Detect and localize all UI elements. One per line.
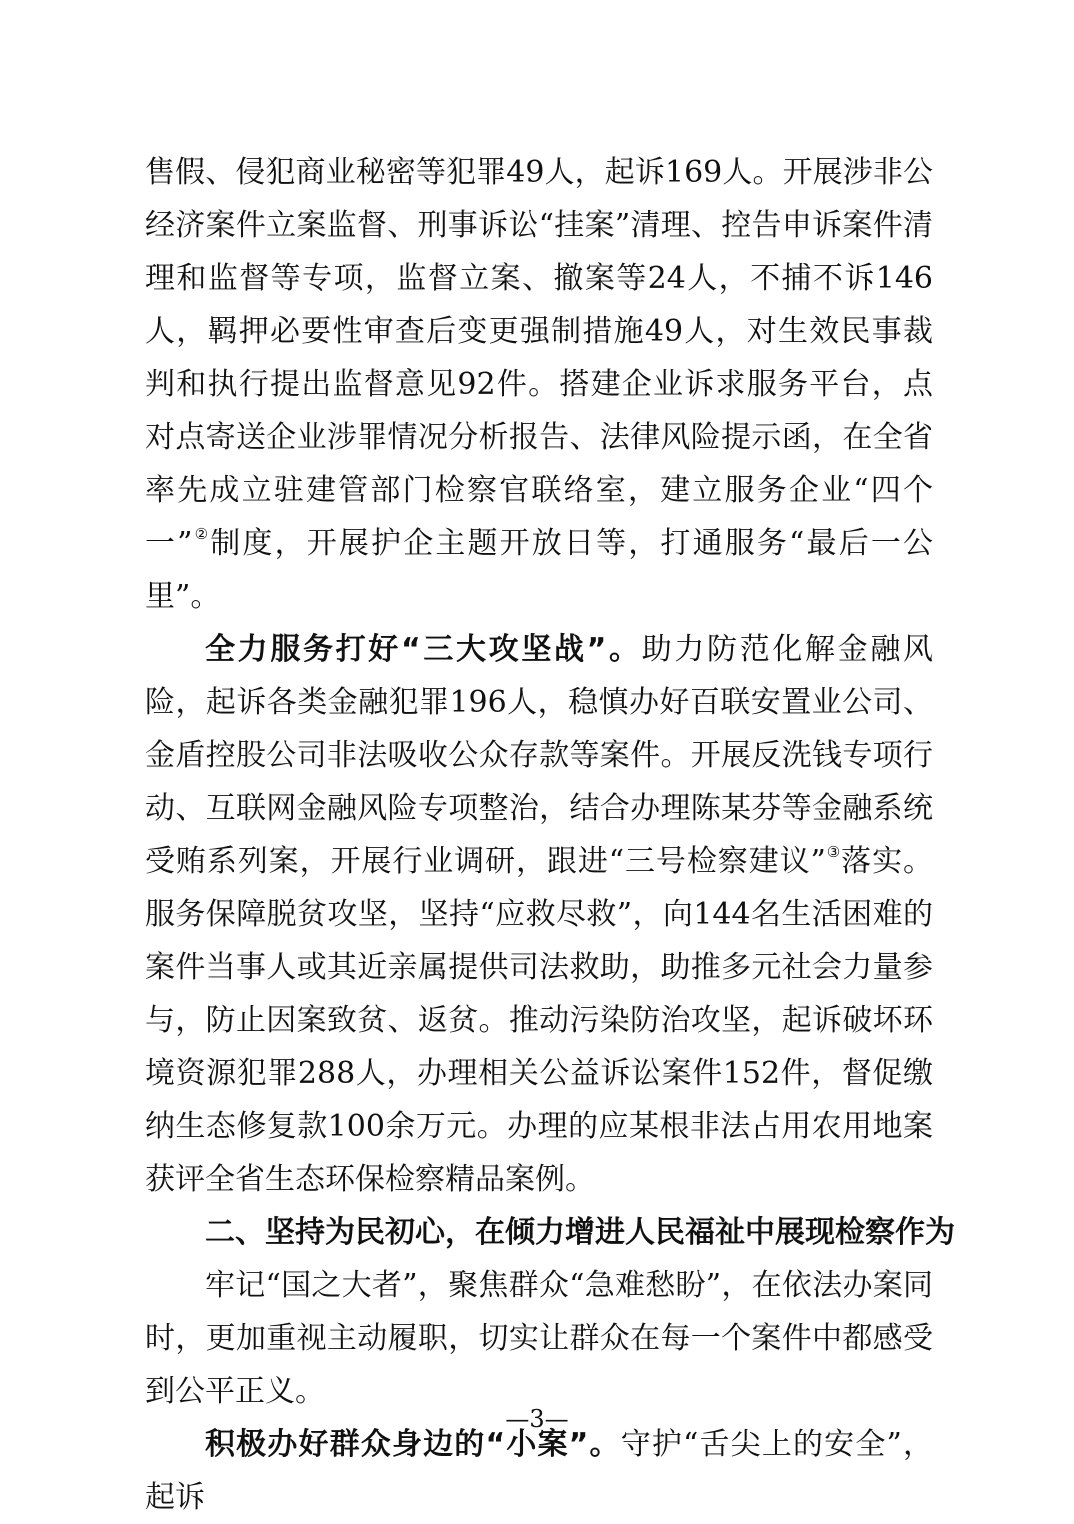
paragraph-lead-heading: 全力服务打好“三大攻坚战”。 [205,632,642,667]
paragraph-text: 助力防范化解金融风险，起诉各类金融犯罪196人，稳慎办好百联安置业公司、金盾控股公司非法吸收公众存款等案件。开展反洗钱专项行动、互联网金融风险专项整治，结合办理陈某芬等金融系统受贿系列案，开展行业调研，跟进“三号检察建议” [145,632,933,879]
document-body [145,146,955,1524]
paragraph-text: 牢记“国之大者”，聚焦群众“急难愁盼”，在依法办案同时，更加重视主动履职，切实让群众在每一个案件中都感受到公平正义。 [145,1268,933,1409]
paragraph-text-tail: 制度，开展护企主题开放日等，打通服务“最后一公里”。 [145,526,933,614]
paragraph-text: 守护“舌尖上的安全”，起诉 [145,1427,933,1515]
section-heading: 二、坚持为民初心，在倾力增进人民福祉中展现检察作为 [205,1215,955,1250]
paragraph-text: 售假、侵犯商业秘密等犯罪49人，起诉169人。开展涉非公经济案件立案监督、刑事诉讼“挂案”清理、控告申诉案件清理和监督等专项，监督立案、撤案等24人，不捕不诉146人，羁押必要性审查后变更强制措施49人，对生效民事裁判和执行提出监督意见92件。搭建企业诉求服务平台，点对点寄送企业涉罪情况分析报告、法律风险提示函，在全省率先成立驻建管部门检察官联络室，建立服务企业“四个一” [145,155,933,561]
paragraph-text-tail: 落实。服务保障脱贫攻坚，坚持“应救尽救”，向144名生活困难的案件当事人或其近亲属提供司法救助，助推多元社会力量参与，防止因案致贫、返贫。推动污染防治攻坚，起诉破坏环境资源犯罪288人，办理相关公益诉讼案件152件，督促缴纳生态修复款100余万元。办理的应某根非法占用农用地案获评全省生态环保检察精品案例。 [145,844,934,1197]
paragraph-three-battles [145,623,933,1206]
footnote-marker: ③ [825,843,842,861]
paragraph-continuation [145,146,933,623]
page-number: —3— [505,1405,569,1433]
footnote-marker: ② [192,525,211,543]
paragraph-intro [145,1259,933,1418]
paragraph-lead-heading: 积极办好群众身边的“小案”。 [205,1427,621,1462]
